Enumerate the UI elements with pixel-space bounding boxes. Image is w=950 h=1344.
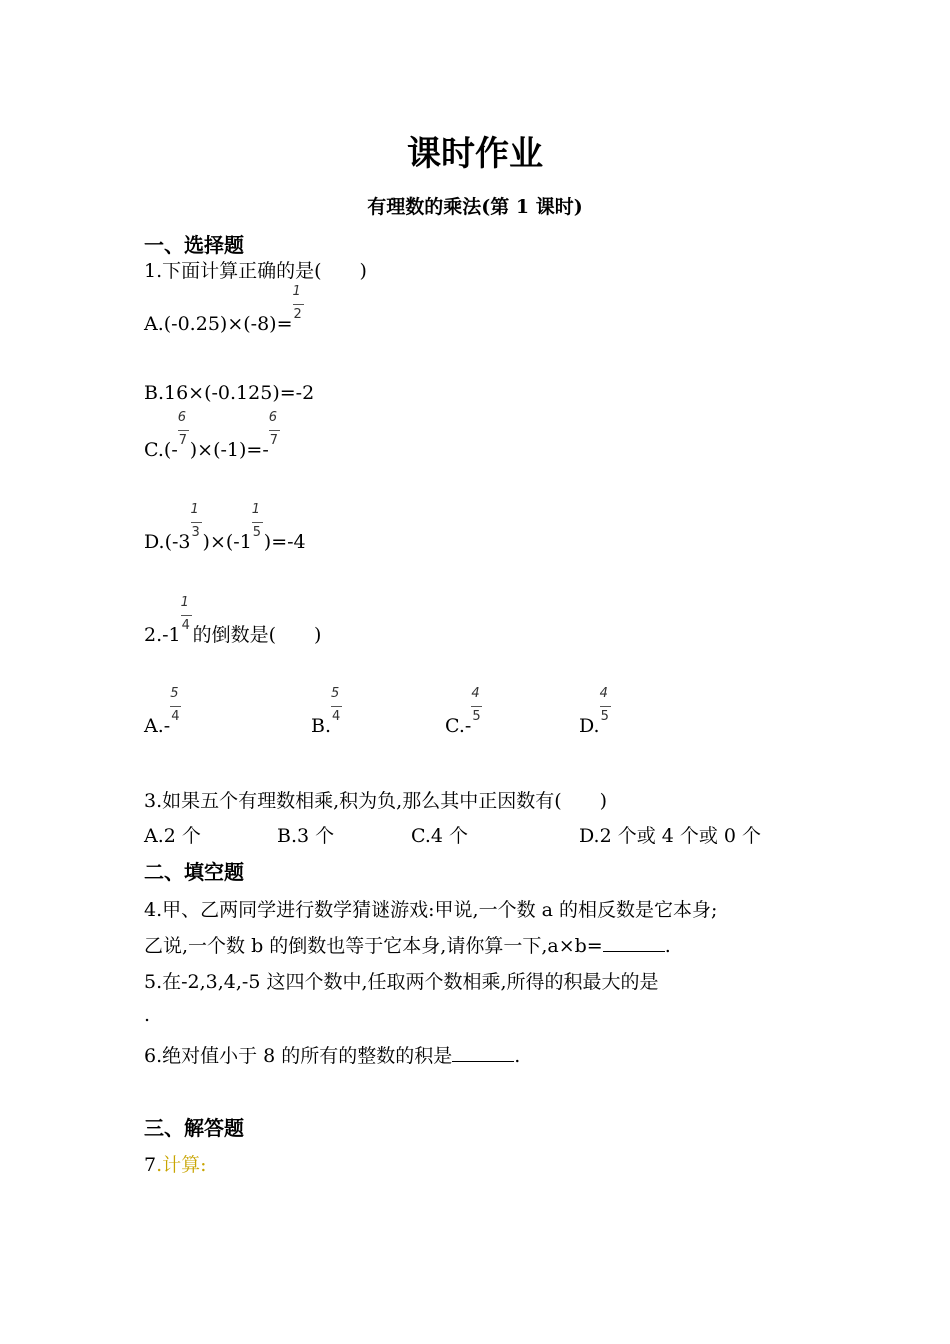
fraction-denominator: 3	[191, 525, 200, 540]
option-label: B.	[311, 715, 332, 737]
option-d-prefix: D.(-3	[144, 531, 191, 553]
fraction-denominator: 2	[293, 307, 302, 322]
fraction	[268, 410, 281, 456]
option-d-middle: )×(-1	[202, 531, 252, 553]
q7-text: .计算:	[156, 1154, 207, 1176]
fraction	[251, 502, 264, 548]
q6-text: 6.绝对值小于 8 的所有的整数的积是	[144, 1045, 453, 1067]
question-3-option-b: B.3 个	[277, 825, 335, 847]
fraction-denominator: 4	[171, 709, 180, 724]
page-title: 课时作业	[407, 134, 543, 174]
question-3-stem: 3.如果五个有理数相乘,积为负,那么其中正因数有( )	[144, 790, 608, 812]
question-2-stem	[144, 595, 322, 647]
fraction-denominator: 5	[472, 709, 481, 724]
answer-blank[interactable]	[452, 1043, 514, 1062]
fraction	[471, 686, 483, 732]
q4-end: .	[664, 935, 671, 957]
section-multiple-choice: 一、选择题	[144, 233, 244, 257]
q4-text: 乙说,一个数 b 的倒数也等于它本身,请你算一下,a×b=	[144, 935, 603, 957]
fraction-numerator: 5	[331, 686, 340, 701]
question-1-option-b: B.16×(-0.125)=-2	[144, 382, 315, 404]
fraction	[170, 686, 182, 732]
section-solve: 三、解答题	[144, 1116, 244, 1140]
question-3-option-a: A.2 个	[144, 825, 201, 847]
fraction-numerator: 1	[190, 502, 199, 517]
question-1-option-a	[144, 284, 305, 335]
fraction-denominator: 5	[600, 709, 609, 724]
q2-suffix: 的倒数是( )	[192, 624, 322, 646]
option-label: A.-	[144, 715, 171, 737]
fraction-numerator: 1	[251, 502, 261, 517]
fraction	[177, 410, 190, 456]
question-3-option-d: D.2 个或 4 个或 0 个	[579, 825, 762, 847]
option-a-label: A.	[144, 313, 164, 335]
section-fill-in: 二、填空题	[144, 860, 244, 884]
option-label: C.-	[445, 715, 472, 737]
fraction-denominator: 7	[269, 433, 279, 448]
option-label: D.	[579, 715, 600, 737]
fraction-numerator: 6	[177, 410, 187, 425]
question-4-line-1: 4.甲、乙两同学进行数学猜谜游戏:甲说,一个数 a 的相反数是它本身;	[144, 899, 718, 921]
question-3-option-c: C.4 个	[411, 825, 469, 847]
question-7	[144, 1150, 207, 1177]
fraction-denominator: 4	[332, 709, 341, 724]
question-6	[144, 1041, 520, 1068]
question-2-option-d	[579, 686, 612, 737]
fraction-denominator: 7	[178, 433, 188, 448]
question-1-stem: 1.下面计算正确的是( )	[144, 260, 367, 282]
fraction	[292, 284, 305, 330]
question-2-option-a	[144, 686, 182, 737]
fraction	[331, 686, 343, 732]
fraction-numerator: 1	[292, 284, 301, 299]
fraction-denominator: 4	[181, 618, 190, 633]
question-2-option-b	[311, 686, 343, 737]
q7-number: 7	[144, 1154, 157, 1176]
fraction-numerator: 5	[170, 686, 179, 701]
question-4-line-2	[144, 931, 671, 958]
option-c-prefix: C.(-	[144, 439, 178, 461]
fraction-numerator: 4	[471, 686, 480, 701]
fraction-numerator: 1	[180, 595, 189, 610]
fraction	[180, 595, 193, 641]
fraction-numerator: 4	[599, 686, 608, 701]
lesson-subtitle: 有理数的乘法(第 1 课时)	[367, 196, 583, 218]
fraction-denominator: 5	[252, 525, 262, 540]
question-1-option-c	[144, 410, 281, 461]
question-2-option-c	[445, 686, 483, 737]
question-1-option-d	[144, 502, 306, 553]
q2-prefix: 2.-1	[144, 624, 181, 646]
question-5-line-1: 5.在-2,3,4,-5 这四个数中,任取两个数相乘,所得的积最大的是	[144, 971, 659, 993]
fraction-numerator: 6	[268, 410, 278, 425]
fraction	[190, 502, 203, 548]
fraction	[599, 686, 612, 732]
question-5-line-2: .	[144, 1004, 151, 1026]
option-c-middle: )×(-1)=-	[189, 439, 269, 461]
option-a-expression: (-0.25)×(-8)=	[163, 313, 293, 335]
answer-blank[interactable]	[603, 933, 665, 952]
option-d-end: )=-4	[263, 531, 306, 553]
q6-end: .	[514, 1045, 521, 1067]
